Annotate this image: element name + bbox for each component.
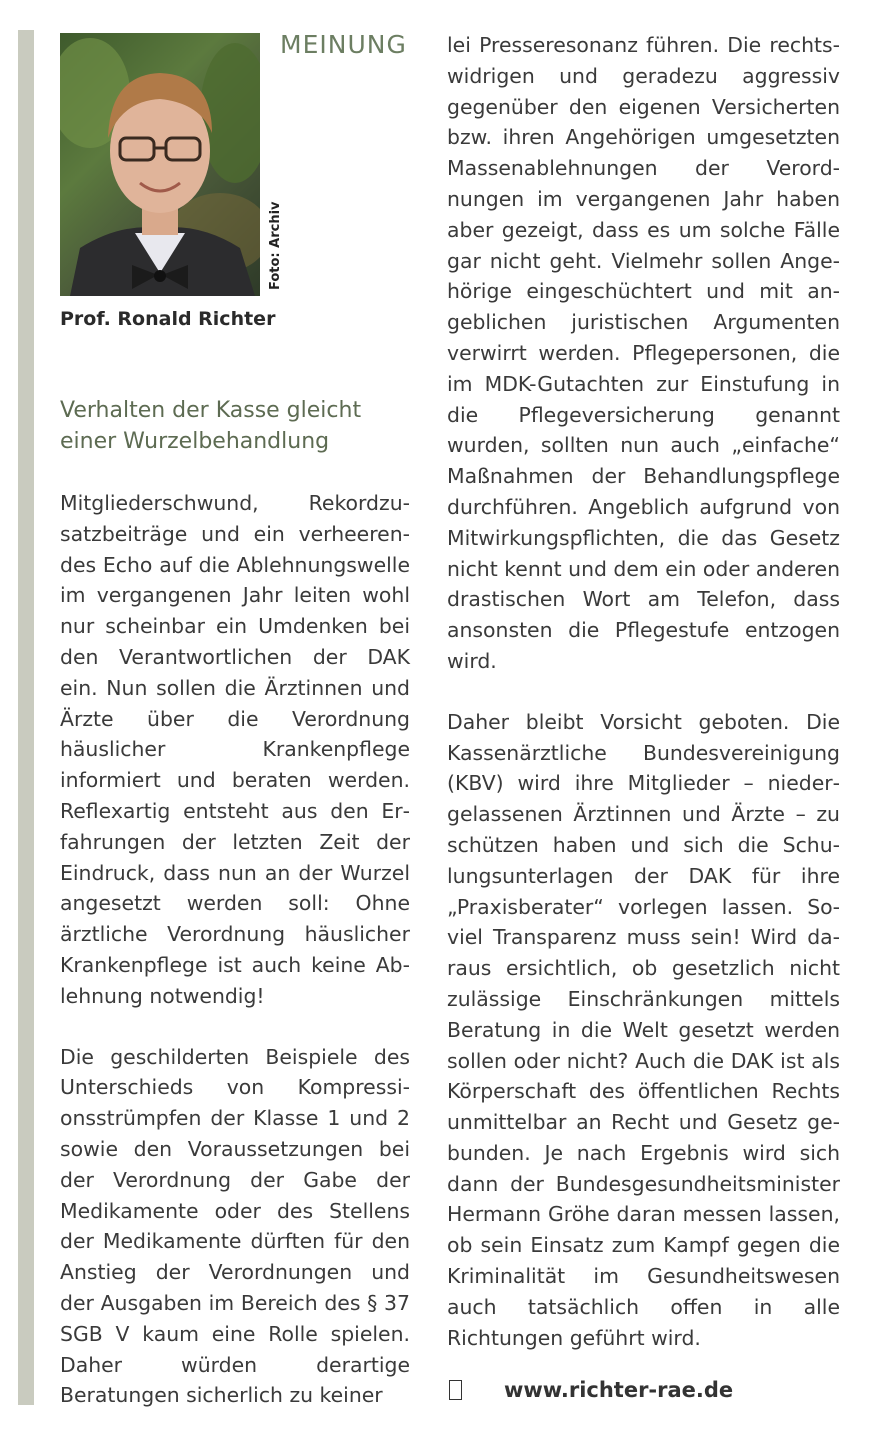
photo-credit: Foto: Archiv xyxy=(268,201,283,290)
paragraph: Mitgliederschwund, Rekordzusatzbeiträge und ein verheerendes Echo auf die Ablehnungswelle im vergangenen Jahr leiten wohl nur scheinbar ein Umdenken bei den Verantwortlichen der DAK ein. Nun sollen die Ärztinnen und Ärzte über die Verordnung häuslicher Krankenpflege informiert und beraten werden. Reflexartig entsteht aus den Erfahrungen der letzten Zeit der Eindruck, dass nun an der Wurzel angesetzt werden soll: Ohne ärztliche Verordnung häuslicher Krankenpflege ist auch keine Ablehnung notwendig! xyxy=(60,491,410,1008)
box-icon xyxy=(449,1380,462,1400)
left-column xyxy=(60,488,410,1411)
accent-bar xyxy=(18,30,34,1405)
author-photo xyxy=(60,30,265,298)
section-label: MEINUNG xyxy=(280,30,407,59)
right-column xyxy=(447,30,840,1353)
paragraph: lei Presseresonanz führen. Die rechtswidrigen und geradezu aggressiv gegenüber den eigenen Versicherten bzw. ihren Angehörigen umgesetzten Massenablehnungen der Verordnungen im vergangenen Jahr haben aber gezeigt, dass es um solche Fälle gar nicht geht. Vielmehr sollen Angehörige eingeschüchtert und mit angeblichen juristischen Argumenten verwirrt werden. Pflegepersonen, die im MDK-Gutachten zur Einstufung in die Pflegeversicherung genannt wurden, sollten nun auch „einfache“ Maßnahmen der Behandlungspflege durchführen. Angeblich aufgrund von Mitwirkungspflichten, die das Gesetz nicht kennt und dem ein oder anderen drastischen Wort am Telefon, dass ansonsten die Pflegestufe entzogen wird. xyxy=(447,33,841,673)
website-link[interactable]: www.richter-rae.de xyxy=(504,1378,734,1402)
paragraph: Daher bleibt Vorsicht geboten. Die Kassenärztliche Bundesvereinigung (KBV) wird ihre Mitglieder – niedergelassenen Ärztinnen und Ärzte – zu schützen haben und sich die Schulungsunterlagen der DAK für ihre „Praxisberater“ vorlegen lassen. Soviel Transparenz muss sein! Wird daraus ersichtlich, ob gesetzlich nicht zulässige Einschränkungen mittels Beratung in die Welt gesetzt werden sollen oder nicht? Auch die DAK ist als Körperschaft des öffentlichen Rechts unmittelbar an Recht und Gesetz gebunden. Je nach Ergebnis wird sich dann der Bundesgesundheitsminister Hermann Gröhe daran messen lassen, ob sein Einsatz zum Kampf gegen die Kriminalität im Gesundheitswesen auch tatsächlich offen in alle Richtungen geführt wird. xyxy=(447,709,840,1350)
article-headline: Verhalten der Kasse gleicht einer Wurzelbehandlung xyxy=(60,398,362,454)
photo-caption: Prof. Ronald Richter xyxy=(60,308,276,330)
paragraph: Die geschilderten Beispiele des Unterschieds von Kompressionsstrümpfen der Klasse 1 und 2 sowie den Voraussetzungen bei der Verordnung der Gabe der Medikamente oder des Stellens der Medikamente dürften für den Anstieg der Verordnungen und der Ausgaben im Bereich des § 37 SGB V kaum eine Rolle spielen. Daher würden derartige Beratungen sicherlich zu keiner xyxy=(60,1044,410,1408)
footer xyxy=(447,1378,847,1402)
